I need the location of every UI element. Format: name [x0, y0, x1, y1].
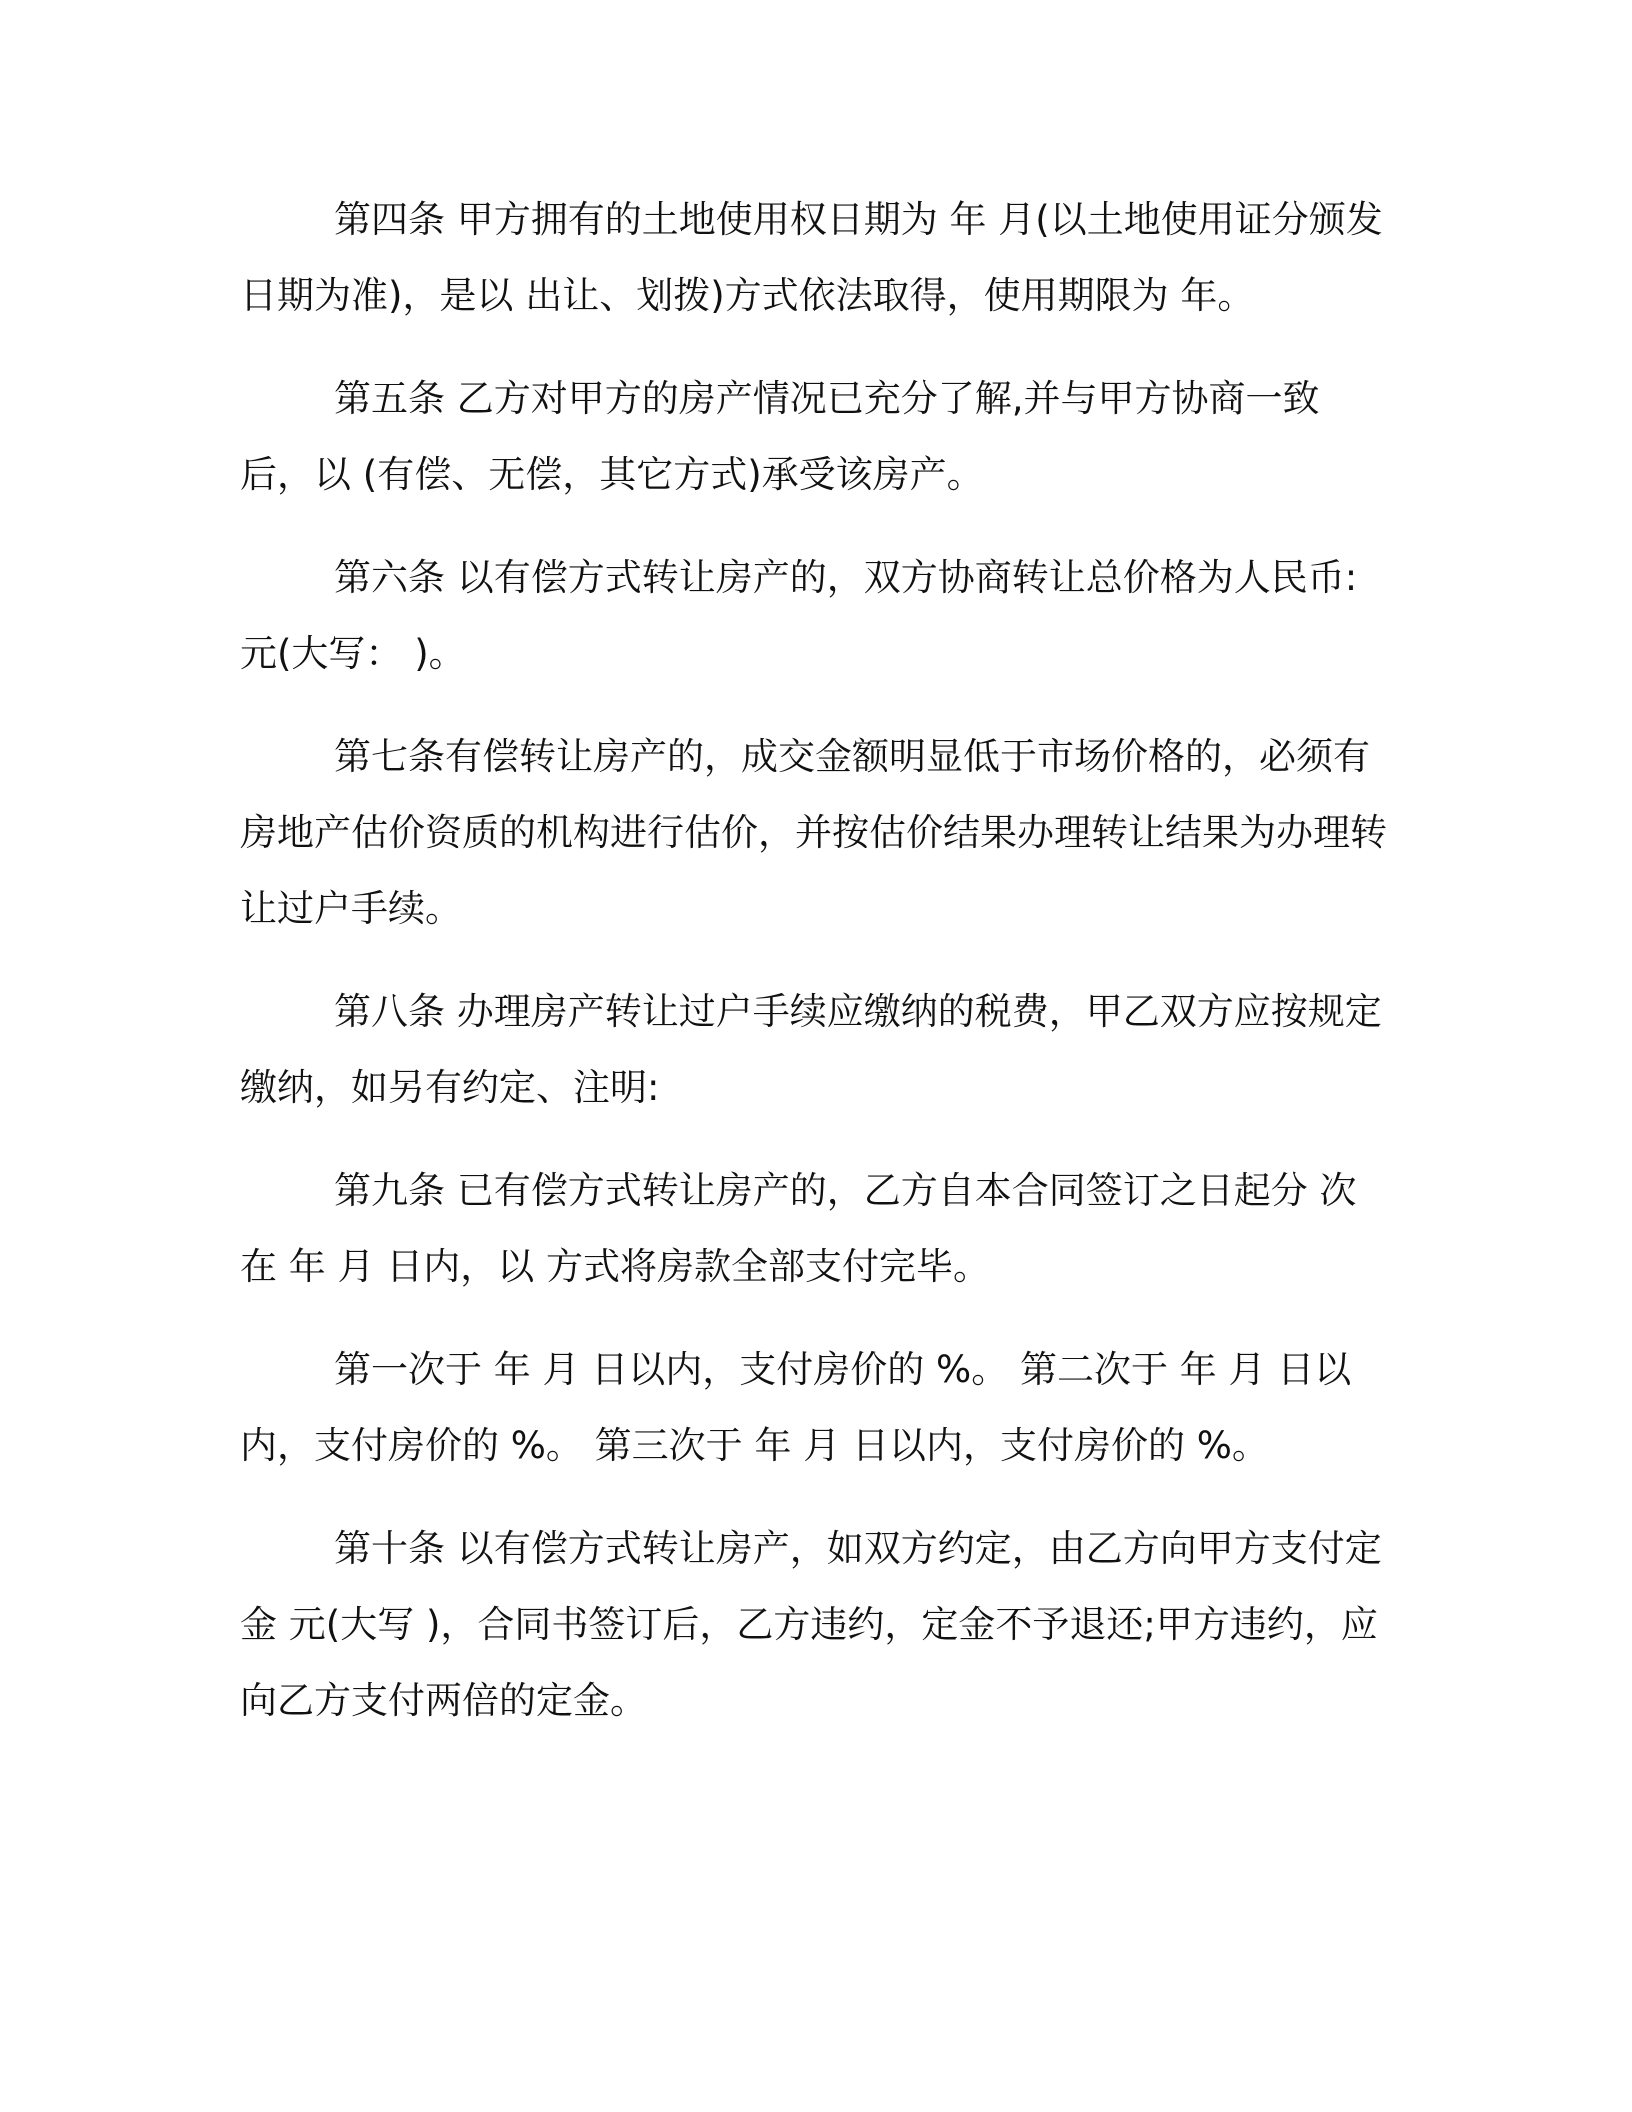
clause-text: 第八条 办理房产转让过户手续应缴纳的税费，甲乙双方应按规定缴纳，如另有约定、注明:: [240, 990, 1382, 1109]
clause-text: 第六条 以有偿方式转让房产的，双方协商转让总价格为人民币: 元(大写： )。: [240, 556, 1358, 675]
clause-text: 第五条 乙方对甲方的房产情况已充分了解,并与甲方协商一致后，以 (有偿、无偿，其它方式)承受该房产。: [240, 377, 1320, 496]
contract-body: [240, 182, 1390, 1766]
clause-text: 第十条 以有偿方式转让房产，如双方约定，由乙方向甲方支付定金 元(大写 )，合同书签订后，乙方违约，定金不予退还;甲方违约，应向乙方支付两倍的定金。: [240, 1527, 1382, 1722]
clause-text: 第七条有偿转让房产的，成交金额明显低于市场价格的，必须有房地产估价资质的机构进行估价，并按估价结果办理转让结果为办理转让过户手续。: [240, 735, 1387, 930]
clause-text: 第四条 甲方拥有的土地使用权日期为 年 月(以土地使用证分颁发日期为准)，是以 出让、划拨)方式依法取得，使用期限为 年。: [240, 198, 1383, 317]
clause-installments: [240, 1332, 1390, 1484]
clause-article-6: [240, 540, 1390, 692]
clause-article-9: [240, 1153, 1390, 1305]
clause-article-8: [240, 974, 1390, 1126]
clause-text: 第九条 已有偿方式转让房产的，乙方自本合同签订之日起分 次在 年 月 日内，以 方式将房款全部支付完毕。: [240, 1169, 1357, 1288]
clause-article-10: [240, 1511, 1390, 1739]
clause-article-5: [240, 361, 1390, 513]
clause-article-7: [240, 719, 1390, 947]
clause-article-4: [240, 182, 1390, 334]
clause-text: 第一次于 年 月 日以内，支付房价的 %。 第二次于 年 月 日以内，支付房价的 %。 第三次于 年 月 日以内，支付房价的 %。: [240, 1348, 1352, 1467]
